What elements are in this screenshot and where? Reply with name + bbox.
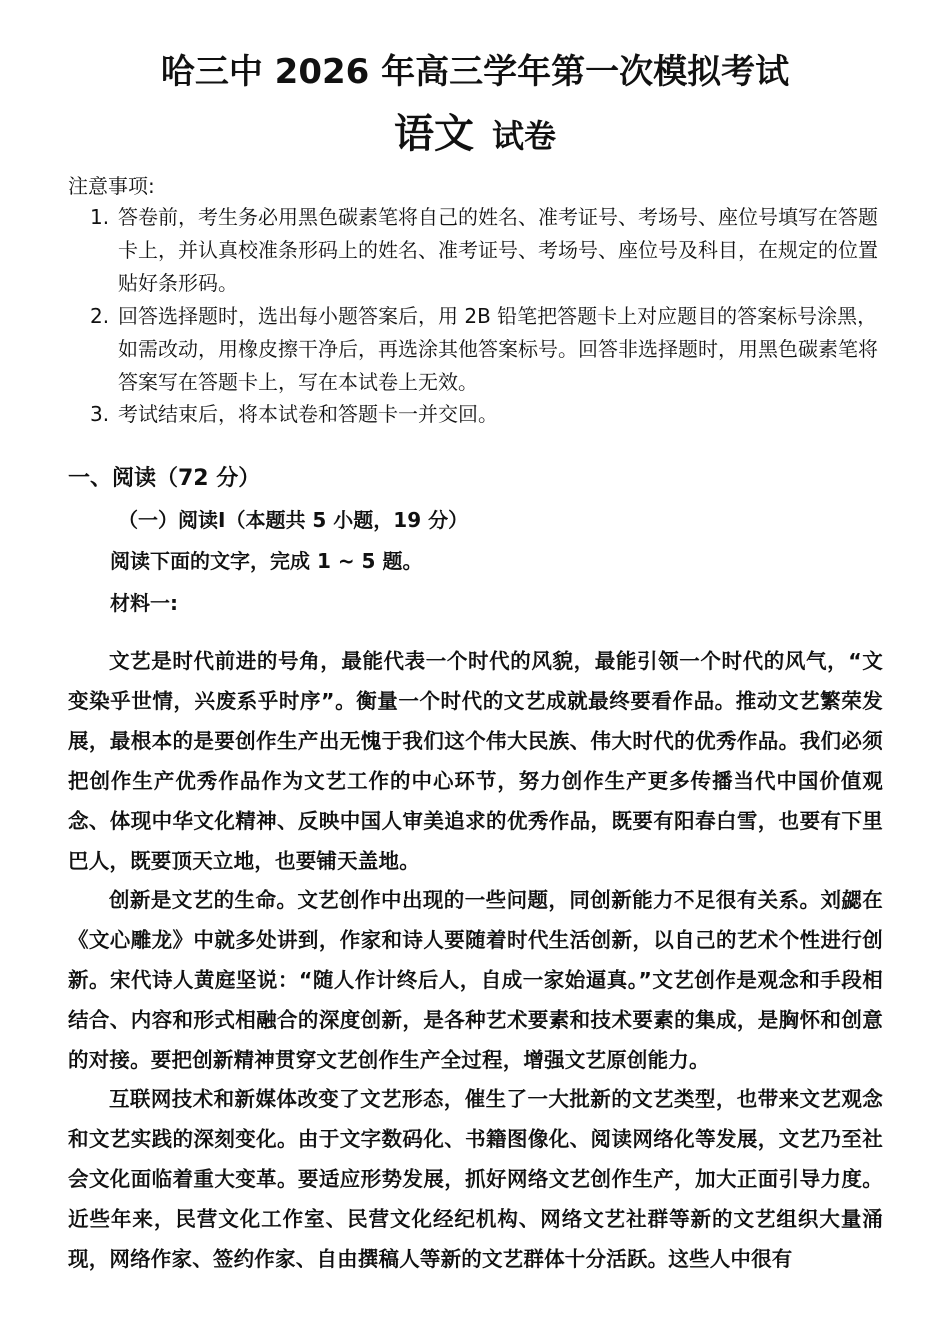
reading-instruction: 阅读下面的文字，完成 1 ~ 5 题。 <box>110 549 423 573</box>
section-subheading: （一）阅读I（本题共 5 小题，19 分） <box>118 508 469 532</box>
material-paragraph: 创新是文艺的生命。文艺创作中出现的一些问题，同创新能力不足很有关系。刘勰在《文心雕龙》中就多处讲到，作家和诗人要随着时代生活创新，以自己的艺术个性进行创新。宋代诗人黄庭坚说：“随人作计终后人，自成一家始逼真。”文艺创作是观念和手段相结合、内容和形式相融合的深度创新，是各种艺术要素和技术要素的集成，是胸怀和创意的对接。要把创新精神贯穿文艺创作生产全过程，增强文艺原创能力。 <box>68 887 883 1072</box>
notice-item-number: 3. <box>90 402 110 426</box>
notice-item-text: 答卷前，考生务必用黑色碳素笔将自己的姓名、准考证号、考场号、座位号填写在答题卡上，并认真校准条形码上的姓名、准考证号、考场号、座位号及科目，在规定的位置贴好条形码。 <box>118 205 878 295</box>
paper-label: 试卷 <box>491 117 556 155</box>
exam-subtitle <box>0 108 950 162</box>
notice-item-text: 考试结束后，将本试卷和答题卡一并交回。 <box>118 402 498 426</box>
material-paragraph: 文艺是时代前进的号角，最能代表一个时代的风貌，最能引领一个时代的风气，“文变染乎世情，兴废系乎时序”。衡量一个时代的文艺成就最终要看作品。推动文艺繁荣发展，最根本的是要创作生产出无愧于我们这个伟大民族、伟大时代的优秀作品。我们必须把创作生产优秀作品作为文艺工作的中心环节，努力创作生产更多传播当代中国价值观念、体现中华文化精神、反映中国人审美追求的优秀作品，既要有阳春白雪，也要有下里巴人，既要顶天立地，也要铺天盖地。 <box>68 648 883 873</box>
subject-name: 语文 <box>393 111 474 157</box>
notice-item <box>90 398 890 431</box>
material-label: 材料一: <box>110 591 178 615</box>
notice-item <box>90 201 890 300</box>
notice-item-number: 2. <box>90 304 110 328</box>
material-paragraph: 互联网技术和新媒体改变了文艺形态，催生了一大批新的文艺类型，也带来文艺观念和文艺实践的深刻变化。由于文字数码化、书籍图像化、阅读网络化等发展，文艺乃至社会文化面临着重大变革。要适应形势发展，抓好网络文艺创作生产，加大正面引导力度。近些年来，民营文化工作室、民营文化经纪机构、网络文艺社群等新的文艺组织大量涌现，网络作家、签约作家、自由撰稿人等新的文艺群体十分活跃。这些人中很有 <box>68 1086 883 1271</box>
notice-item-number: 1. <box>90 205 110 229</box>
section-heading: 一、阅读（72 分） <box>68 466 261 491</box>
exam-title: 哈三中 2026 年高三学年第一次模拟考试 <box>160 52 790 92</box>
notice-item <box>90 300 890 399</box>
notice-item-text: 回答选择题时，选出每小题答案后，用 2B 铅笔把答题卡上对应题目的答案标号涂黑，如需改动，用橡皮擦干净后，再选涂其他答案标号。回答非选择题时，用黑色碳素笔将答案写在答题卡上，写在本试卷上无效。 <box>118 304 878 394</box>
notice-heading: 注意事项: <box>68 174 155 198</box>
